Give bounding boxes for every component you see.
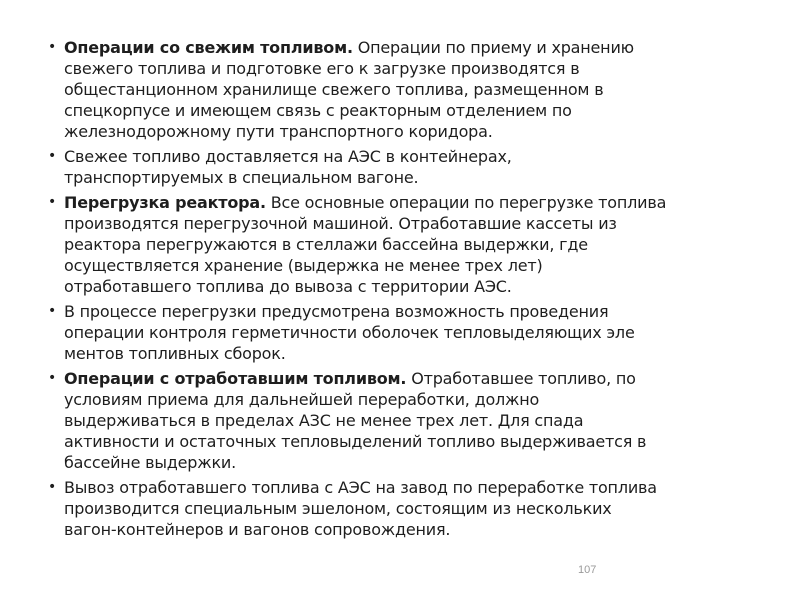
bullet-icon: • [48, 194, 57, 210]
line-text: железнодорожному пути транспортного коридора. [64, 122, 493, 141]
line-text: Отработавшее топливо, по [406, 369, 636, 388]
text-line [64, 322, 746, 343]
text-line [64, 121, 746, 142]
line-text: Все основные операции по перегрузке топлива [265, 193, 667, 212]
line-text: реактора перегружаются в стеллажи бассейна выдержки, где [64, 235, 588, 254]
text-line [64, 519, 746, 540]
text-line [64, 58, 746, 79]
bullet-lead: Операции с отработавшим топливом. [64, 369, 407, 388]
bullet-icon: • [48, 39, 57, 55]
bullet-item [46, 146, 746, 188]
text-line [64, 146, 746, 167]
text-line [64, 431, 746, 452]
bullet-list [46, 37, 746, 544]
bullet-icon: • [48, 370, 57, 386]
line-text: свежего топлива и подготовке его к загрузке производятся в [64, 59, 580, 78]
line-text: отработавшего топлива до вывоза с территории АЭС. [64, 277, 512, 296]
text-line [64, 301, 746, 322]
line-text: активности и остаточных тепловыделений топливо выдерживается в [64, 432, 647, 451]
line-text: ментов топливных сборок. [64, 344, 286, 363]
bullet-item [46, 477, 746, 540]
text-line [64, 452, 746, 473]
bullet-item [46, 368, 746, 473]
text-line [64, 192, 746, 213]
bullet-icon: • [48, 479, 57, 495]
text-line [64, 79, 746, 100]
text-line [64, 498, 746, 519]
text-line [64, 100, 746, 121]
text-line [64, 389, 746, 410]
line-text: Вывоз отработавшего топлива с АЭС на завод по переработке топлива [64, 478, 657, 497]
text-line [64, 477, 746, 498]
line-text: общестанционном хранилище свежего топлива, размещенном в [64, 80, 604, 99]
text-line [64, 37, 746, 58]
line-text: Операции по приему и хранению [352, 38, 634, 57]
line-text: транспортируемых в специальном вагоне. [64, 168, 419, 187]
line-text: операции контроля герметичности оболочек тепловыделяющих эле [64, 323, 635, 342]
bullet-lead: Операции со свежим топливом. [64, 38, 353, 57]
bullet-icon: • [48, 148, 57, 164]
text-line [64, 410, 746, 431]
line-text: производятся перегрузочной машиной. Отработавшие кассеты из [64, 214, 617, 233]
line-text: В процессе перегрузки предусмотрена возможность проведения [64, 302, 609, 321]
bullet-item [46, 301, 746, 364]
bullet-lead: Перегрузка реактора. [64, 193, 266, 212]
line-text: осуществляется хранение (выдержка не менее трех лет) [64, 256, 543, 275]
line-text: бассейне выдержки. [64, 453, 236, 472]
line-text: условиям приема для дальнейшей переработки, должно [64, 390, 540, 409]
line-text: выдерживаться в пределах АЗС не менее трех лет. Для спада [64, 411, 584, 430]
text-line [64, 213, 746, 234]
line-text: спецкорпусе и имеющем связь с реакторным отделением по [64, 101, 572, 120]
text-line [64, 368, 746, 389]
line-text: вагон-контейнеров и вагонов сопровождения. [64, 520, 451, 539]
text-line [64, 343, 746, 364]
line-text: производится специальным эшелоном, состоящим из нескольких [64, 499, 612, 518]
line-text: Свежее топливо доставляется на АЭС в контейнерах, [64, 147, 512, 166]
text-line [64, 276, 746, 297]
bullet-icon: • [48, 303, 57, 319]
text-line [64, 234, 746, 255]
text-line [64, 255, 746, 276]
text-line [64, 167, 746, 188]
bullet-item [46, 192, 746, 297]
page-number: 107 [578, 564, 597, 576]
bullet-item [46, 37, 746, 142]
